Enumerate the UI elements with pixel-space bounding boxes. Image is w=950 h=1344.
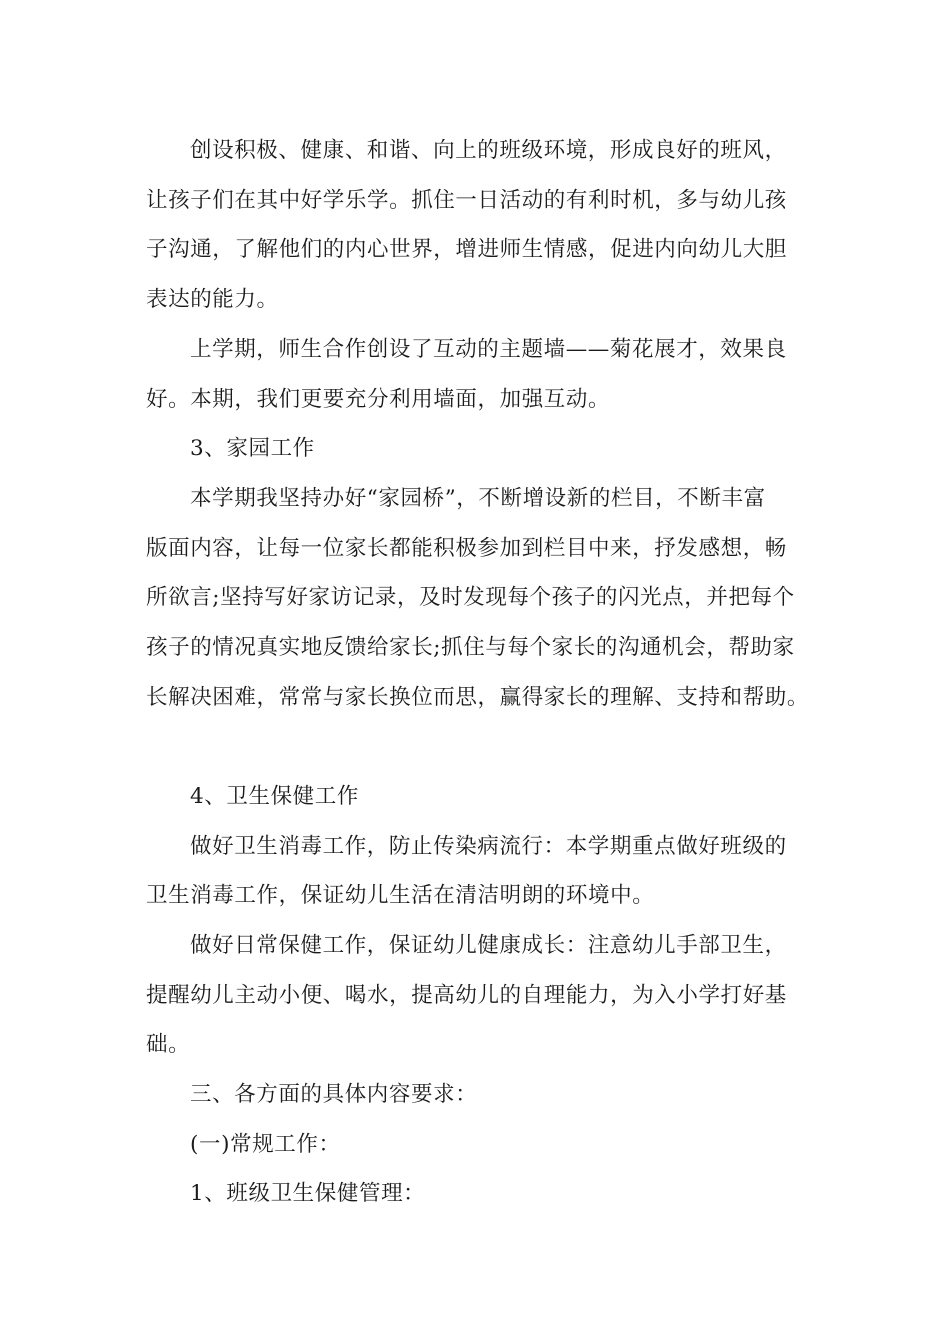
paragraph-line: 上学期，师生合作创设了互动的主题墙——菊花展才，效果良 xyxy=(190,337,787,362)
paragraph-line: 提醒幼儿主动小便、喝水，提高幼儿的自理能力，为入小学打好基 xyxy=(146,983,787,1008)
paragraph-line: 创设积极、健康、和谐、向上的班级环境，形成良好的班风， xyxy=(190,138,787,163)
subsection-heading: (一)常规工作： xyxy=(190,1132,341,1157)
paragraph-line: 卫生消毒工作，保证幼儿生活在清洁明朗的环境中。 xyxy=(146,883,655,908)
paragraph-line: 好。本期，我们更要充分利用墙面，加强互动。 xyxy=(146,387,611,412)
paragraph-line: 表达的能力。 xyxy=(146,287,279,312)
section-heading: 4、卫生保健工作 xyxy=(190,784,359,809)
section-heading: 三、各方面的具体内容要求： xyxy=(190,1082,478,1107)
paragraph-line: 孩子的情况真实地反馈给家长;抓住与每个家长的沟通机会，帮助家 xyxy=(146,635,795,660)
paragraph-line: 让孩子们在其中好学乐学。抓住一日活动的有利时机，多与幼儿孩 xyxy=(146,188,787,213)
item-heading: 1、班级卫生保健管理： xyxy=(190,1181,426,1206)
paragraph-line: 子沟通，了解他们的内心世界，增进师生情感，促进内向幼儿大胆 xyxy=(146,237,787,262)
paragraph-line: 长解决困难，常常与家长换位而思，赢得家长的理解、支持和帮助。 xyxy=(146,685,810,710)
paragraph-line: 做好卫生消毒工作，防止传染病流行：本学期重点做好班级的 xyxy=(190,834,787,859)
section-heading: 3、家园工作 xyxy=(190,436,315,461)
paragraph-line: 做好日常保健工作，保证幼儿健康成长：注意幼儿手部卫生， xyxy=(190,933,787,958)
paragraph-line: 版面内容，让每一位家长都能积极参加到栏目中来，抒发感想，畅 xyxy=(146,536,787,561)
paragraph-line: 所欲言;坚持写好家访记录，及时发现每个孩子的闪光点，并把每个 xyxy=(146,585,795,610)
paragraph-line: 础。 xyxy=(146,1032,191,1057)
paragraph-line: 本学期我坚持办好“家园桥”，不断增设新的栏目，不断丰富 xyxy=(190,486,766,511)
